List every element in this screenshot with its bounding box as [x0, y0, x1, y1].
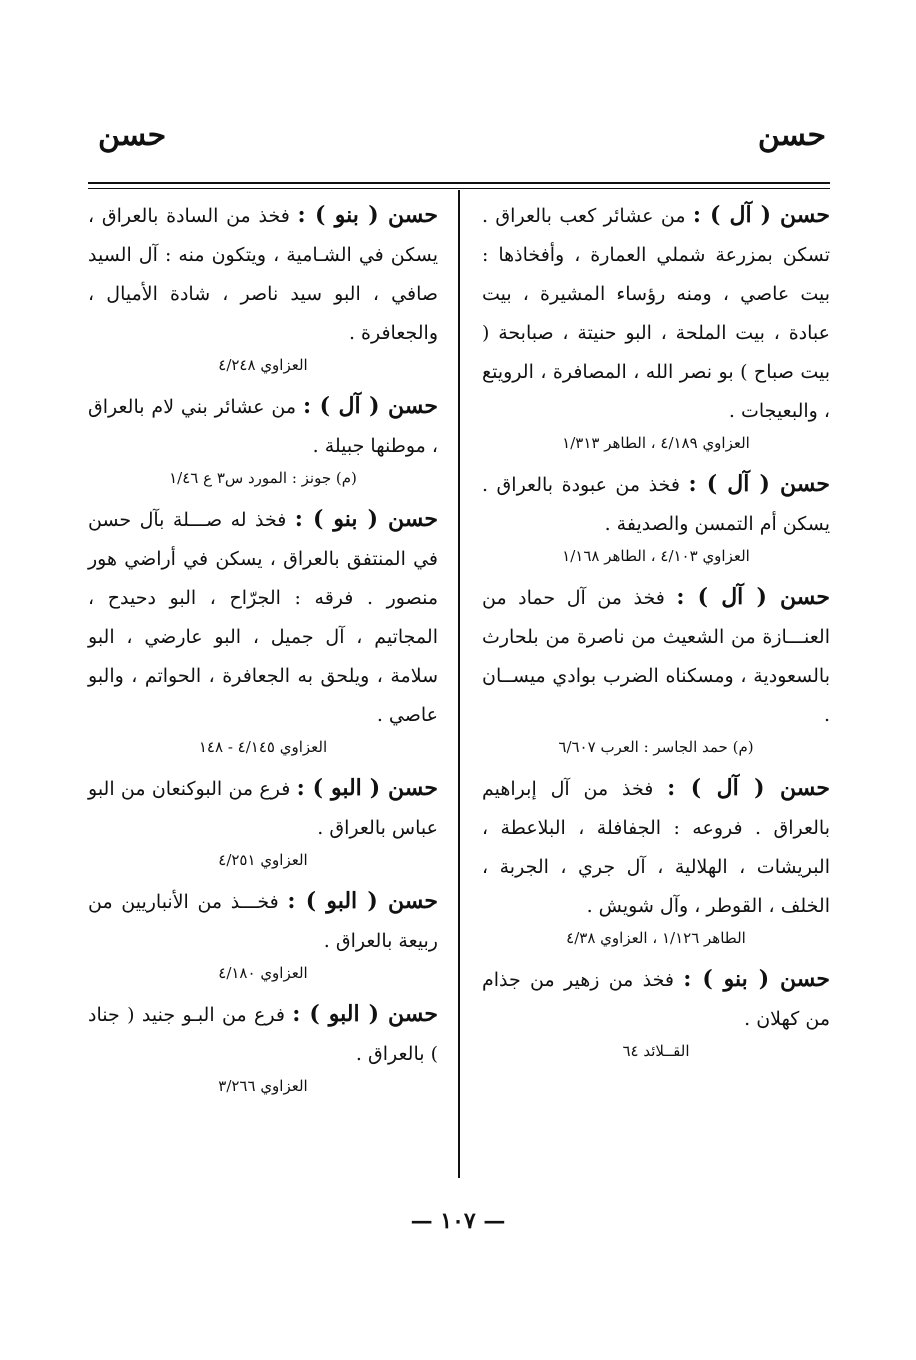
entry	[482, 578, 830, 761]
entry	[482, 769, 830, 952]
entry-headword: حسن ( آل ) :	[692, 202, 830, 228]
entry	[88, 196, 438, 379]
running-header-left: حسن	[98, 118, 167, 153]
entry-text: فخذ من آل حماد من العنـــازة من الشعيث من ناصرة من بلحارث بالسعودية ، ومسكناه الضرب بوادي ميســان .	[482, 587, 830, 726]
entry-reference: العزاوي ٣/٢٦٦	[218, 1077, 308, 1095]
entry-reference: الطاهر ١/١٢٦ ، العزاوي ٤/٣٨	[566, 929, 746, 947]
entry-text: فخذ من السادة بالعراق ، يسكن في الشـامية ، ويتكون منه : آل السيد صافي ، البو سيد ناصر ، شادة الأميال ، والجعافرة .	[88, 205, 438, 344]
right-column	[482, 196, 830, 1073]
entry-text: فخذ من زهير من جذام من كهلان .	[482, 969, 830, 1030]
entry-text: من عشائر بني لام بالعراق ، موطنها جبيلة .	[88, 396, 438, 457]
entry-headword: حسن ( آل ) :	[688, 471, 830, 497]
entry-reference: العزاوي ٤/١٨٩ ، الطاهر ١/٣١٣	[562, 434, 750, 452]
entry-text: من عشائر كعب بالعراق . تسكن بمزرعة شملي العمارة ، وأفخاذها : بيت عاصي ، ومنه رؤساء المشيرة ، بيت عبادة ، بيت الملحة ، البو حنيتة ، صبابحة ( بيت صباح ) بو نصر الله ، المصافرة ، الرويتع ، والبعيجات .	[482, 205, 830, 422]
entry-reference: (م) حمد الجاسر : العرب ٦/٦٠٧	[558, 738, 754, 756]
entry-headword: حسن ( البو ) :	[287, 888, 438, 914]
entry-headword: حسن ( بنو ) :	[683, 966, 830, 992]
entry-headword: حسن ( آل ) :	[302, 393, 438, 419]
page-number: — ١٠٧ —	[410, 1208, 506, 1234]
entry-reference: العزاوي ٤/١٤٥ - ١٤٨	[198, 738, 328, 756]
header-rule-thin	[88, 188, 830, 189]
entry	[88, 882, 438, 987]
entry-headword: حسن ( آل ) :	[676, 584, 830, 610]
entry-text: فخذ من عبودة بالعراق . يسكن أم التمسن والصديفة .	[482, 474, 830, 535]
entry-headword: حسن ( آل ) :	[667, 775, 830, 801]
entry	[88, 769, 438, 874]
entry-headword: حسن ( البو ) :	[296, 775, 438, 801]
entry	[88, 995, 438, 1100]
entry-reference: العزاوي ٤/٢٤٨	[218, 356, 308, 374]
entry-text: فرع من البـو جنيد ( جناد ) بالعراق .	[88, 1004, 438, 1065]
entry-text: فخـــذ من الأنباريين من ربيعة بالعراق .	[88, 891, 438, 952]
entry	[482, 196, 830, 457]
entry-reference: العزاوي ٤/٢٥١	[218, 851, 308, 869]
entry	[88, 387, 438, 492]
entry-text: فخذ له صـــلة بآل حسن في المنتفق بالعراق ، يسكن في أراضي هور منصور . فرقه : الجرّاح ، البو دحيدح ، المجاتيم ، آل جميل ، البو عارضي ، البو سلامة ، ويلحق به الجعافرة ، الحواتم ، والبو عاصي .	[88, 509, 438, 726]
entry-headword: حسن ( بنو ) :	[297, 202, 438, 228]
entry-reference: القــلائد ٦٤	[622, 1042, 690, 1060]
entry-reference: العزاوي ٤/١٨٠	[218, 964, 308, 982]
entry-headword: حسن ( البو ) :	[292, 1001, 438, 1027]
entry-reference: (م) جونز : المورد س٣ ع ١/٤٦	[169, 469, 357, 487]
header-rule-thick	[88, 182, 830, 184]
entry-text: فخذ من آل إبراهيم بالعراق . فروعه : الجفافلة ، البلاعطة ، البريشات ، الهلالية ، آل جري ، الجربة ، الخلف ، القوطر ، وآل شويش .	[482, 778, 830, 917]
entry	[482, 960, 830, 1065]
entry-headword: حسن ( بنو ) :	[294, 506, 438, 532]
entry-reference: العزاوي ٤/١٠٣ ، الطاهر ١/١٦٨	[562, 547, 750, 565]
left-column	[88, 196, 438, 1108]
entry	[482, 465, 830, 570]
entry	[88, 500, 438, 761]
column-divider	[458, 190, 460, 1178]
entry-text: فرع من البوكنعان من البو عباس بالعراق .	[88, 778, 438, 839]
running-header-right: حسن	[757, 118, 826, 153]
